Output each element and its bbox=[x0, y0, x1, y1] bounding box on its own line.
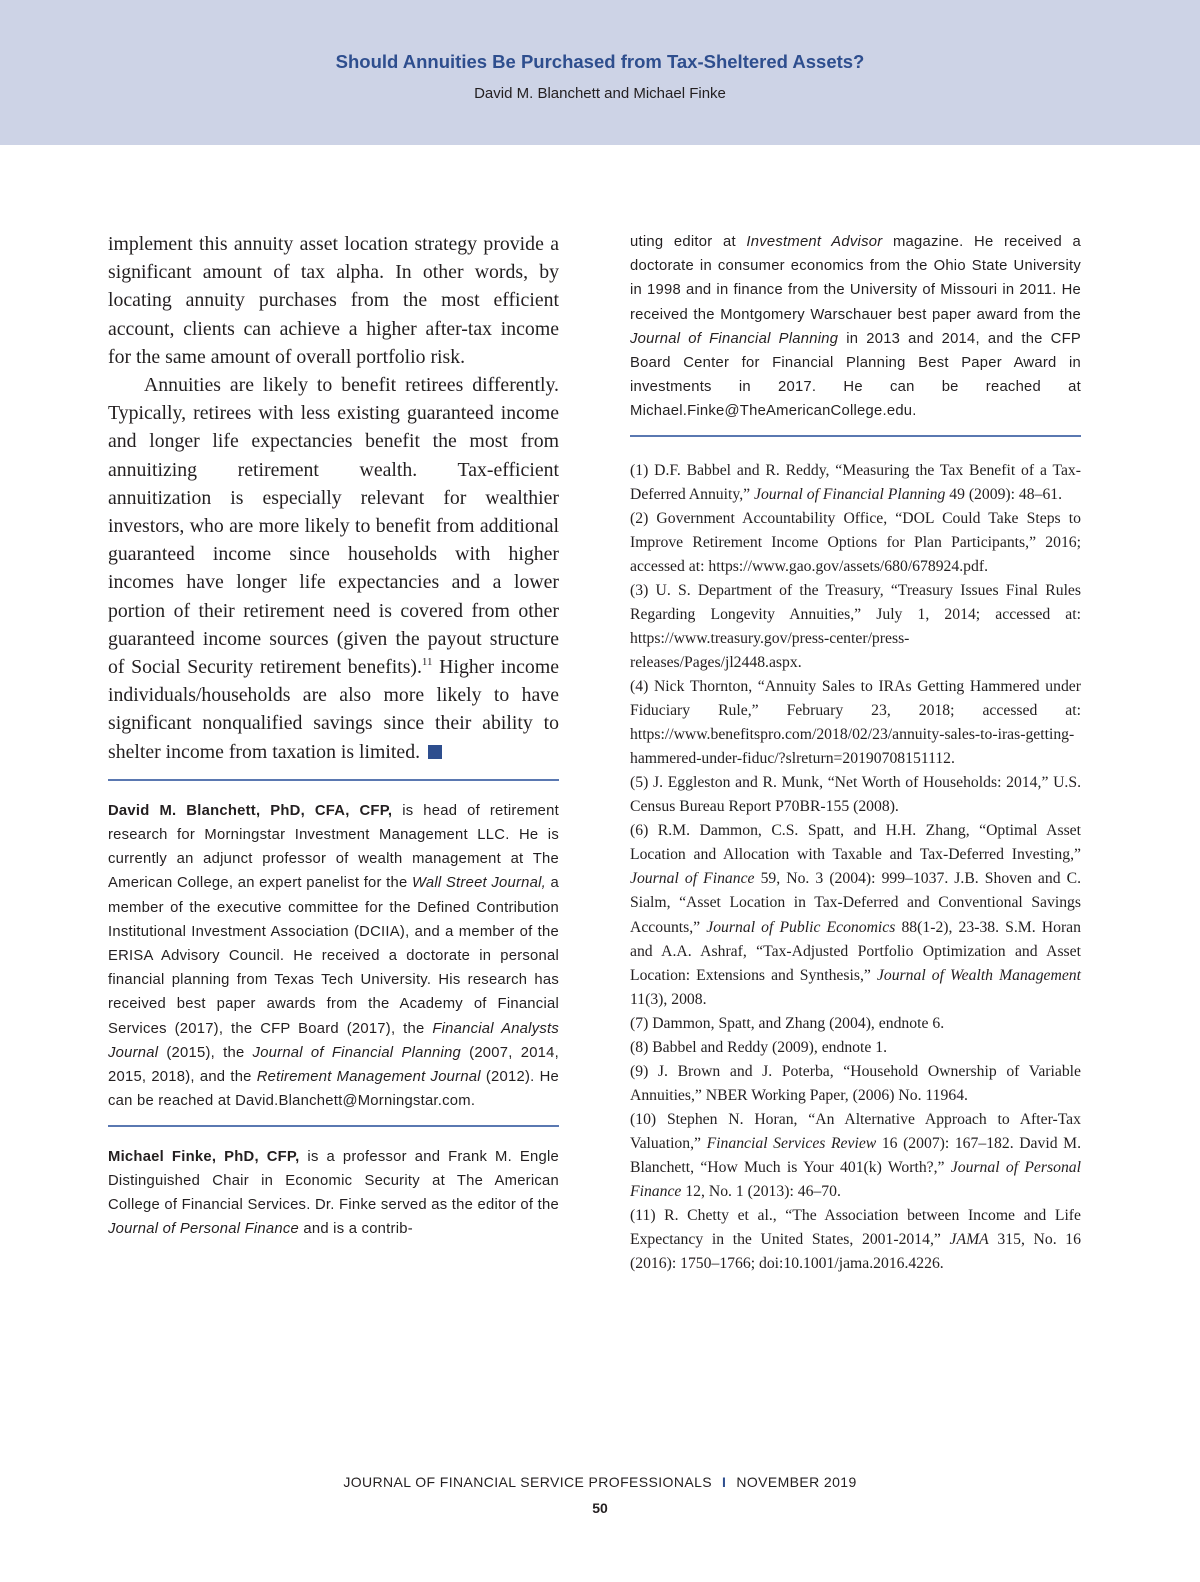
bio-text: in 2013 and 2014, and the CFP Board Center for Financial Planning Best Paper Award in investments in 2017. He can be reached at Michael.Finke@TheAmericanCollege.edu. bbox=[630, 330, 1081, 420]
section-divider bbox=[108, 779, 559, 781]
bio-text: is a professor and Frank M. Engle Distinguished Chair in Economic Security at The American College of Financial Services. Dr. Finke served as the editor of the bbox=[108, 1148, 559, 1213]
bio-text: is head of retirement research for Morningstar Investment Management LLC. He is currently an adjunct professor of wealth management at The American College, an expert panelist for the bbox=[108, 802, 559, 892]
bio-text: and is a contrib- bbox=[299, 1221, 413, 1238]
header-band bbox=[0, 0, 1200, 145]
article-title: Should Annuities Be Purchased from Tax-Sheltered Assets? bbox=[335, 51, 865, 72]
endnote-item: (8) Babbel and Reddy (2009), endnote 1. bbox=[630, 1038, 888, 1056]
author-name: Michael Finke, PhD, CFP, bbox=[108, 1148, 300, 1165]
endnote-item: (5) J. Eggleston and R. Munk, “Net Worth of Households: 2014,” U.S. Census Bureau Report P70BR-155 (2008). bbox=[630, 774, 1081, 816]
endnote-item: (9) J. Brown and J. Poterba, “Household Ownership of Variable Annuities,” NBER Working Paper, (2006) No. 11964. bbox=[630, 1062, 1081, 1104]
endnote-text: 12, No. 1 (2013): 46–70. bbox=[681, 1183, 841, 1201]
endnote-text: 88(1-2), 23-38. S.M. Horan and A.A. Ashraf, “Tax-Adjusted Portfolio Optimization and Asset Location: Extensions and Synthesis,” bbox=[630, 918, 1081, 984]
publication-title: Journal of Personal Finance bbox=[630, 1158, 1081, 1201]
bio-text: a member of the executive committee for the Defined Contribution Institutional Investment Association (DCIIA), and a member of the ERISA Advisory Council. He received a doctorate in personal financial planning from Texas Tech University. His research has received best paper awards from the Academy of Financial Services (2017), the CFP Board (2017), the bbox=[108, 875, 559, 1037]
author-name: David M. Blanchett, PhD, CFA, CFP, bbox=[108, 802, 393, 819]
body-text-span: Annuities are likely to benefit retirees differently. Typically, retirees with less existing guaranteed income and longer life expectancies benefit the most from annuitizing retirement wealth. Tax-efficient annuitization is especially relevant for wealthier investors, who are more likely to benefit from additional guaranteed income since households with higher incomes have longer life expectancies and a lower portion of their retirement need is covered from other guaranteed income sources (given the payout structure of Social Security retirement benefits). bbox=[108, 374, 559, 679]
issue-date: NOVEMBER 2019 bbox=[736, 1474, 857, 1490]
author-bio-finke-part-2 bbox=[630, 230, 1081, 424]
endnote-text: (11) R. Chetty et al., “The Association between Income and Life Expectancy in the United States, 2001-2014,” bbox=[630, 1207, 1081, 1249]
endnote-item: (3) U. S. Department of the Treasury, “Treasury Issues Final Rules Regarding Longevity Annuities,” July 1, 2014; accessed at: https://www.treasury.gov/press-center/press-releases/Pages/jl2448.aspx. bbox=[630, 581, 1081, 671]
publication-title: Retirement Management Journal bbox=[256, 1069, 481, 1086]
publication-title: Journal of Personal Finance bbox=[108, 1221, 299, 1238]
publication-title: Journal of Finance bbox=[630, 870, 755, 888]
endnote-item bbox=[630, 1108, 1081, 1204]
publication-title: Journal of Public Economics bbox=[706, 918, 896, 936]
publication-title: Journal of Financial Planning bbox=[252, 1044, 462, 1061]
endnote-item: (4) Nick Thornton, “Annuity Sales to IRAs Getting Hammered under Fiduciary Rule,” February 23, 2018; accessed at: https://www.benefitspro.com/2018/02/23/annuity-sales-to-iras-getting-hammered-under-fiduc/?slreturn=20190708151112. bbox=[630, 678, 1081, 768]
endnote-text: (10) Stephen N. Horan, “An Alternative Approach to After-Tax Valuation,” bbox=[630, 1110, 1081, 1152]
endnote-item: (7) Dammon, Spatt, and Zhang (2004), endnote 6. bbox=[630, 1014, 945, 1032]
publication-title: Journal of Financial Planning bbox=[754, 485, 946, 503]
right-column bbox=[630, 230, 1081, 1276]
author-bio-blanchett bbox=[108, 799, 559, 1114]
section-divider bbox=[108, 1125, 559, 1127]
endnote-item bbox=[630, 819, 1081, 1011]
publication-title: Wall Street Journal, bbox=[411, 875, 547, 892]
body-paragraph: implement this annuity asset location strategy provide a significant amount of tax alpha. In other words, by locating annuity purchases from the most efficient account, clients can achieve a higher after-tax income for the same amount of overall portfolio risk. bbox=[108, 233, 559, 368]
bio-text: (2012). He can be reached at David.Blanchett@Morningstar.com. bbox=[108, 1069, 559, 1110]
publication-title: Financial Analysts Journal bbox=[108, 1020, 560, 1061]
publication-title: JAMA bbox=[949, 1231, 989, 1249]
page-number: 50 bbox=[592, 1500, 608, 1516]
endnote-text: (6) R.M. Dammon, C.S. Spatt, and H.H. Zhang, “Optimal Asset Location and Allocation with Taxable and Tax-Deferred Investing,” bbox=[630, 822, 1081, 864]
publication-title: Investment Advisor bbox=[746, 234, 883, 250]
endnote-item: (2) Government Accountability Office, “DOL Could Take Steps to Improve Retirement Income Options for Plan Participants,” 2016; accessed at: https://www.gao.gov/assets/680/678924.pdf. bbox=[630, 509, 1081, 575]
bio-text: uting editor at bbox=[630, 234, 747, 250]
endnote-text: 49 (2009): 48–61. bbox=[945, 485, 1063, 503]
endnote-item bbox=[630, 459, 1081, 507]
endnote-item bbox=[630, 1204, 1081, 1276]
bio-text: (2007, 2014, 2015, 2018), and the bbox=[108, 1044, 559, 1086]
footer-separator: I bbox=[722, 1474, 727, 1490]
endnotes-list bbox=[630, 459, 1081, 1277]
publication-title: Journal of Wealth Management bbox=[876, 966, 1081, 984]
section-divider bbox=[630, 435, 1081, 437]
publication-title: Journal of Financial Planning bbox=[630, 330, 839, 347]
endnote-text: 315, No. 16 (2016): 1750–1766; doi:10.1001/jama.2016.4226. bbox=[630, 1231, 1081, 1273]
bio-text: (2015), the bbox=[158, 1044, 253, 1061]
article-end-mark bbox=[428, 745, 442, 759]
endnote-text: 16 (2007): 167–182. David M. Blanchett, “How Much is Your 401(k) Worth?,” bbox=[630, 1134, 1081, 1176]
publication-title: Financial Services Review bbox=[706, 1134, 877, 1152]
journal-name: JOURNAL OF FINANCIAL SERVICE PROFESSIONALS bbox=[343, 1474, 713, 1490]
left-column bbox=[108, 230, 559, 1241]
body-text-span: Higher income individuals/households are also more likely to have significant nonqualified savings since their ability to shelter income from taxation is limited. bbox=[108, 656, 559, 763]
endnote-text: (1) D.F. Babbel and R. Reddy, “Measuring the Tax Benefit of a Tax-Deferred Annuity,” bbox=[630, 461, 1081, 503]
author-bio-finke-part-1 bbox=[108, 1145, 559, 1242]
bio-text: magazine. He received a doctorate in consumer economics from the Ohio State University in 1998 and in finance from the University of Missouri in 2011. He received the Montgomery Warschauer best paper award from the bbox=[630, 234, 1081, 323]
body-paragraph bbox=[108, 371, 559, 766]
page-footer bbox=[0, 1474, 1200, 1490]
endnote-text: 59, No. 3 (2004): 999–1037. J.B. Shoven and C. Sialm, “Asset Location in Tax-Deferred and Conventional Savings Accounts,” bbox=[630, 870, 1081, 936]
endnote-marker: 11 bbox=[421, 656, 433, 669]
article-authors: David M. Blanchett and Michael Finke bbox=[474, 85, 726, 102]
endnote-text: 11(3), 2008. bbox=[630, 990, 707, 1008]
